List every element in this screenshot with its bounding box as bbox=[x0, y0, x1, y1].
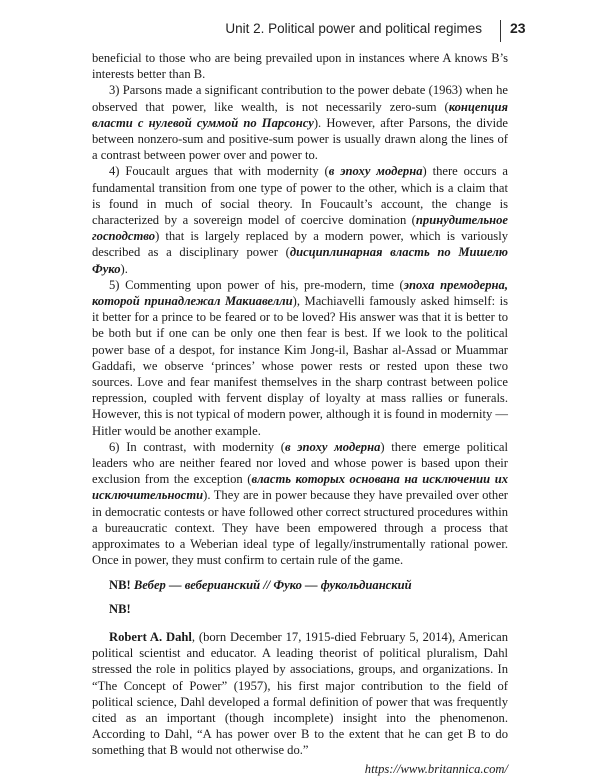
p4-russian-term-1: в эпоху модерна bbox=[328, 164, 423, 179]
header-separator bbox=[500, 20, 501, 42]
nb-label-2: NB! bbox=[109, 601, 131, 616]
body-text bbox=[92, 50, 508, 777]
p6-text-b: ) there emerge political leaders who are neither feared nor loved and whose power is based upon their exclusion from the exception ( bbox=[92, 439, 508, 487]
page-number: 23 bbox=[510, 20, 526, 36]
nb-note-2 bbox=[92, 601, 508, 617]
p5-text-a: 5) Commenting upon power of his, pre-modern, time ( bbox=[109, 277, 404, 292]
paragraph-machiavelli bbox=[92, 277, 508, 439]
p4-text-a: 4) Foucault argues that with modernity ( bbox=[109, 164, 329, 179]
dahl-text: , (born December 17, 1915-died February 5, 2014), American political scientist and educator. A leading theorist of political pluralism, Dahl stressed the role in politics played by associations, groups, and organizations. In “The Concept of Power” (1957), his first major contribution to the field of political science, Dahl developed a formal definition of power that was frequently cited as an important (though incomplete) insight into the phenomenon. According to Dahl, “A has power over B to the extent that he can get B to do something that B would not otherwise do.” bbox=[92, 629, 508, 758]
p6-text-c: ). They are in power because they have prevailed over other in democratic contests or have followed other correct structured procedures within a bureaucratic context. They have been empowered through a process that approximates to a Weberian ideal type of legally/instrumentally rational power. Once in power, they must confirm to certain rule of the game. bbox=[92, 488, 508, 568]
p3-text-a: 3) Parsons made a significant contribution to the power debate (1963) when he observed that power, like wealth, is not necessarily zero-sum ( bbox=[92, 83, 508, 114]
p3-russian-term: концепция власти с нулевой суммой по Парсонсу bbox=[92, 99, 508, 130]
paragraph-foucault bbox=[92, 163, 508, 276]
nb-note-1-text: Вебер — веберианский // Фуко — фукольдианский bbox=[130, 577, 412, 592]
p6-text-a: 6) In contrast, with modernity ( bbox=[109, 439, 285, 454]
header-title: Unit 2. Political power and political regimes bbox=[225, 21, 482, 36]
paragraph-modern-leaders bbox=[92, 439, 508, 569]
nb-note-1 bbox=[92, 577, 508, 593]
dahl-name: Robert A. Dahl bbox=[109, 629, 192, 644]
running-header bbox=[0, 20, 600, 46]
p5-russian-term: эпоха премодерна, которой принадлежал Макиавелли bbox=[92, 277, 508, 309]
paragraph-dahl bbox=[92, 629, 508, 759]
nb-label-1: NB! bbox=[109, 577, 131, 592]
source-citation bbox=[92, 761, 508, 777]
p4-text-b: ) there occurs a fundamental transition from one type of power to the other, which is a claim that is found in much of social theory. In Foucault’s account, the change is characterized by a sovereign model of coercive domination ( bbox=[92, 164, 508, 228]
p4-text-d: ). bbox=[120, 261, 128, 276]
intro-text: beneficial to those who are being prevailed upon in instances where A knows B’s interests better than B. bbox=[92, 51, 508, 82]
paragraph-intro bbox=[92, 50, 508, 82]
p6-russian-term-1: в эпоху модерна bbox=[284, 439, 381, 454]
p5-text-b: ), Machiavelli famously asked himself: is it better for a prince to be feared or to be loved? His answer was that it is better to be both but if one can be only one then fear is best. If we look to the political power base of a despot, for instance Kim Jong-il, Bashar al-Assad or Muammar Gaddafi, we observe ‘princes’ whose power rests or rested upon these two sources. Love and fear manifest themselves in the sharp contrast between police repression, coupled with fervent display of loyalty at mass rallies or funerals. However, this is not typical of modern power, although it is found in modernity — Hitler would be another example. bbox=[92, 294, 508, 438]
paragraph-parsons bbox=[92, 82, 508, 163]
source-url: https://www.britannica.com/ bbox=[364, 761, 508, 776]
p4-russian-term-3: дисциплинарная власть по Мишелю Фуко bbox=[92, 245, 508, 276]
p4-russian-term-2: принудительное господство bbox=[92, 213, 508, 244]
p3-text-b: ). However, after Parsons, the divide between nonzero-sum and positive-sum power is usually drawn along the lines of a contrast between power over and power to. bbox=[92, 115, 508, 163]
p6-russian-term-2: власть которых основана на исключении их исключительности bbox=[92, 472, 508, 503]
p4-text-c: ) that is largely replaced by a modern power, which is variously described as a disciplinary power ( bbox=[92, 229, 508, 260]
